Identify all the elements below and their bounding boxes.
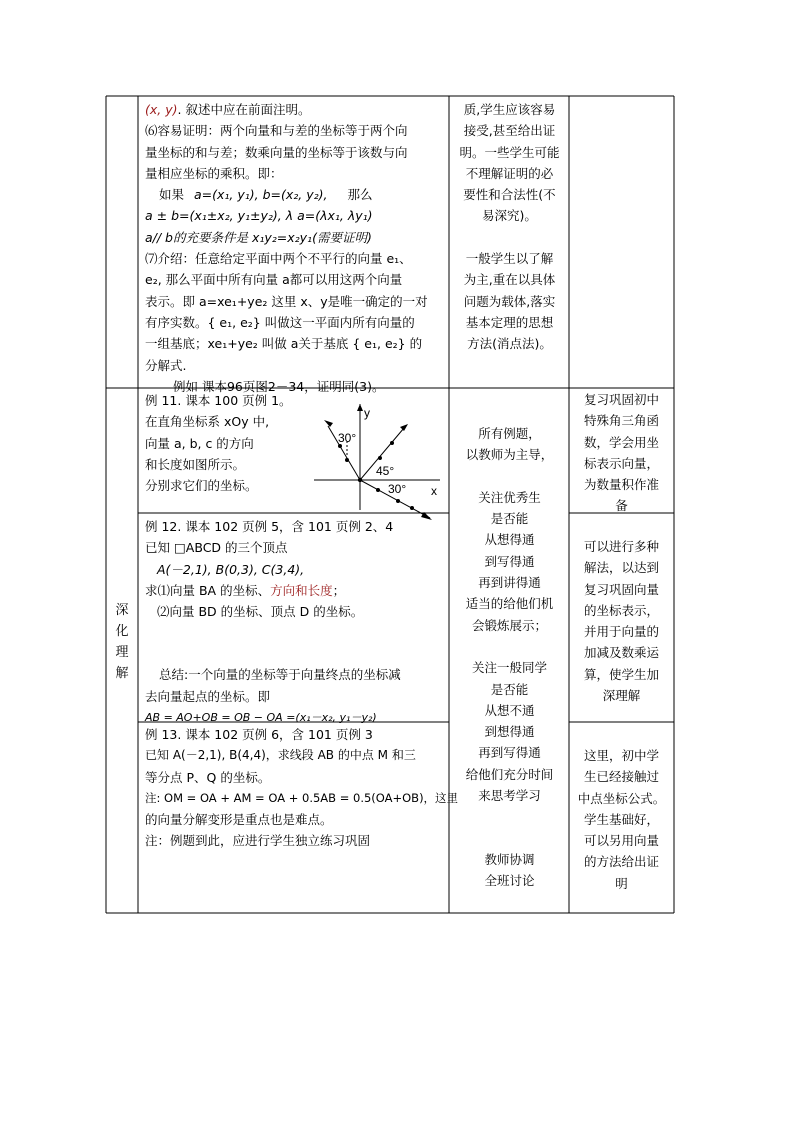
theory-content	[145, 99, 445, 397]
angle-label-top: 30°	[338, 431, 357, 445]
content-line-2: ⑹容易证明：两个向量和与差的坐标等于两个向	[145, 123, 408, 139]
content-line-4: 量相应坐标的乘积。即：	[145, 165, 283, 181]
example-11-intent: 复习巩固初中 特殊角三角函 数，学会用坐 标表示向量， 为数量积作准 备	[583, 392, 659, 514]
section-label: 深 化 理 解	[115, 603, 129, 681]
point-b2	[390, 441, 394, 445]
point-c2	[396, 499, 400, 503]
spacer	[145, 622, 445, 664]
content-line-10: 表示。即 a=xe₁+ye₂ 这里 x、y是唯一确定的一对	[145, 293, 428, 309]
point-b1	[378, 456, 382, 460]
y-arrow-icon	[357, 404, 363, 411]
point-c3	[410, 506, 414, 510]
content-line-11: 有序实数。{ e₁, e₂} 叫做这一平面内所有向量的	[145, 314, 415, 330]
content-line-3: 量坐标的和与差；数乘向量的坐标等于该数与向	[145, 144, 408, 160]
teacher-guidance: 所有例题， 以教师为主导， 关注优秀生 是否能 从想得通 到写得通 再到讲得通 适当的给他们机 会锻炼展示； 关注一般同学 是否能 从想不通 到想得通 再到写得通 给他们充分时间 来思考学习 教师协调 全班讨论	[465, 426, 554, 889]
angle-label-mid: 45°	[376, 464, 395, 478]
origin-dot	[358, 478, 362, 482]
angle-label-low: 30°	[388, 482, 407, 496]
content-line-9: e₂, 那么平面中所有向量 a都可以用这两个向量	[145, 272, 403, 288]
vector-figure	[300, 398, 448, 526]
student-notes: 质,学生应该容易 接受,甚至给出证 明。一些学生可能 不理解证明的必 要性和合法性(不 易深究)。 一般学生以了解 为主,重在以具体 问题为载体,落实 基本定理的思想 方法(消点法)。	[459, 102, 560, 352]
example-12-question-1: 求⑴向量 BA 的坐标、方向和长度；	[145, 582, 346, 598]
point-c1	[376, 488, 380, 492]
arrowhead-b-icon	[400, 424, 408, 431]
example-13: 例 13. 课本 102 页例 6，含 101 页例 3 已知 A(－2,1), B(4,4)，求线段 AB 的中点 M 和三 等分点 P、Q 的坐标。 注: OM = OA + AM = OA + 0.5AB = 0.5(OA+OB)，这里 的向量分解变形是重点也是难点。 注：例题到此，应进行学生独立练习巩固	[145, 727, 459, 849]
point-a2	[345, 458, 349, 462]
content-line-1: (x, y). 叙述中应在前面注明。	[145, 102, 311, 117]
example-12-intent: 可以进行多种 解法，以达到 复习巩固向量 的坐标表示， 并用于向量的 加减及数乘运 算，使学生加 深理解	[583, 539, 659, 704]
axis-x-label: x	[431, 484, 437, 498]
content-line-14: 例如 课本96页图2－34，证明同(3)。	[173, 378, 385, 394]
content-line-8: ⑺介绍：任意给定平面中两个不平行的向量 e₁、	[145, 251, 412, 267]
example-13-intent: 这里，初中学 生已经接触过 中点坐标公式。 学生基础好， 可以另用向量 的方法给出证 明	[577, 748, 666, 891]
example-12: 例 12. 课本 102 页例 5，含 101 页例 2、4 已知 □ABCD 的三个顶点 A(－2,1), B(0,3), C(3,4), 求⑴向量 BA 的坐标、方向和长度； ⑵向量 BD 的坐标、顶点 D 的坐标。 总结:一个向量的坐标等于向量终点的坐标减 去向量起点的坐标。即 AB = AO+OB = OB − OA =(x₁－x₂, y₁－y₂)	[145, 516, 445, 728]
content-line-7: a// b的充要条件是 x₁y₂=x₂y₁(需要证明)	[145, 229, 372, 245]
content-line-12: 一组基底；xe₁+ye₂ 叫做 a关于基底 { e₁, e₂} 的	[145, 336, 423, 352]
content-line-13: 分解式.	[145, 357, 187, 373]
axis-y-label: y	[364, 406, 370, 420]
content-line-5: 如果 a=(x₁, y₁), b=(x₂, y₂), 那么	[159, 187, 373, 203]
example-11: 例 11. 课本 100 页例 1。 在直角坐标系 xOy 中, 向量 a, b, c 的方向 和长度如图所示。 分别求它们的坐标。	[145, 393, 292, 494]
content-line-6: a ± b=(x₁±x₂, y₁±y₂), λ a=(λx₁, λy₁)	[145, 208, 373, 224]
